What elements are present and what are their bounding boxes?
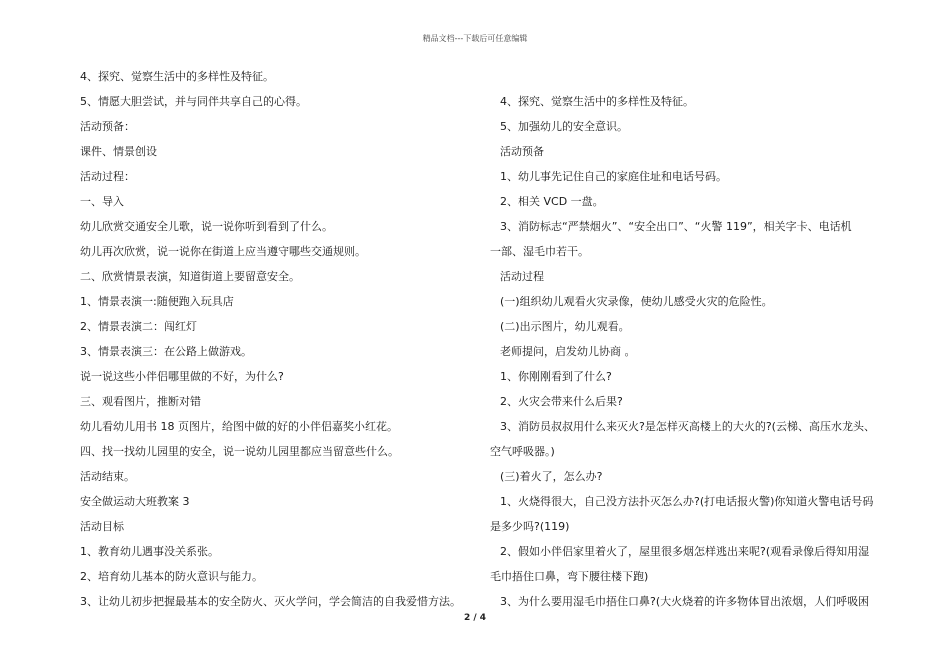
text-line: 活动预备 bbox=[500, 145, 544, 158]
text-line: 1、你刚刚看到了什么? bbox=[500, 370, 612, 383]
text-line: 空气呼吸器。) bbox=[490, 445, 555, 458]
text-line: 活动结束。 bbox=[80, 470, 135, 483]
text-line: 1、教育幼儿遇事没关系张。 bbox=[80, 545, 219, 558]
text-line: 三、观看图片，推断对错 bbox=[80, 395, 201, 408]
text-line: 5、情愿大胆尝试，并与同伴共享自己的心得。 bbox=[80, 95, 307, 108]
text-line: 活动目标 bbox=[80, 520, 124, 533]
text-line: 毛巾捂住口鼻，弯下腰往楼下跑) bbox=[490, 570, 649, 583]
text-line: 1、情景表演一:随便跑入玩具店 bbox=[80, 295, 234, 308]
text-line: 幼儿欣赏交通安全儿歌，说一说你听到看到了什么。 bbox=[80, 220, 333, 233]
text-line: 二、欣赏情景表演，知道街道上要留意安全。 bbox=[80, 270, 300, 283]
text-line: 5、加强幼儿的安全意识。 bbox=[500, 120, 628, 133]
text-line: 课件、情景创设 bbox=[80, 145, 157, 158]
text-line: 2、相关 VCD 一盘。 bbox=[500, 195, 604, 208]
text-line: 3、消防员叔叔用什么来灭火?是怎样灭高楼上的大火的?(云梯、高压水龙头、 bbox=[500, 420, 875, 433]
text-line: 说一说这些小伴侣哪里做的不好，为什么? bbox=[80, 370, 284, 383]
text-line: 活动过程 bbox=[500, 270, 544, 283]
page-header: 精品文档---下载后可任意编辑 bbox=[422, 34, 528, 43]
text-line: 3、情景表演三：在公路上做游戏。 bbox=[80, 345, 252, 358]
text-line: 4、探究、觉察生活中的多样性及特征。 bbox=[80, 70, 274, 83]
text-line: 3、让幼儿初步把握最基本的安全防火、灭火学问，学会简洁的自我爱惜方法。 bbox=[80, 595, 461, 608]
text-line: 3、消防标志“严禁烟火”、“安全出口”、“火警 119”，相关字卡、电话机 bbox=[500, 220, 852, 233]
text-line: 活动过程： bbox=[80, 170, 135, 183]
left-column bbox=[80, 64, 480, 614]
text-line: 1、幼儿事先记住自己的家庭住址和电话号码。 bbox=[500, 170, 727, 183]
text-line: 幼儿再次欣赏，说一说你在街道上应当遵守哪些交通规则。 bbox=[80, 245, 366, 258]
text-line: 2、培育幼儿基本的防火意识与能力。 bbox=[80, 570, 263, 583]
text-line: 安全做运动大班教案 3 bbox=[80, 495, 190, 508]
text-line: 2、假如小伴侣家里着火了，屋里很多烟怎样逃出来呢?(观看录像后得知用湿 bbox=[500, 545, 870, 558]
text-line: 老师提问，启发幼儿协商 。 bbox=[500, 345, 636, 358]
text-line: 3、为什么要用湿毛巾捂住口鼻?(大火烧着的许多物体冒出浓烟，人们呼吸困 bbox=[500, 595, 870, 608]
text-line: (二)出示图片，幼儿观看。 bbox=[500, 320, 630, 333]
text-line: 幼儿看幼儿用书 18 页图片，给图中做的好的小伴侣嘉奖小红花。 bbox=[80, 420, 398, 433]
text-line: 一、导入 bbox=[80, 195, 124, 208]
page-number: 2 / 4 bbox=[463, 613, 487, 623]
text-line: (一)组织幼儿观看火灾录像，使幼儿感受火灾的危险性。 bbox=[500, 295, 773, 308]
text-line: 2、情景表演二：闯红灯 bbox=[80, 320, 197, 333]
text-line: 活动预备： bbox=[80, 120, 135, 133]
text-line: 是多少吗?(119) bbox=[490, 520, 570, 533]
text-line: (三)着火了，怎么办? bbox=[500, 470, 603, 483]
text-line: 一部、湿毛巾若干。 bbox=[490, 245, 589, 258]
text-line: 1、火烧得很大，自己没方法扑灭怎么办?(打电话报火警)你知道火警电话号码 bbox=[500, 495, 874, 508]
text-line: 4、探究、觉察生活中的多样性及特征。 bbox=[500, 95, 694, 108]
text-line: 2、火灾会带来什么后果? bbox=[500, 395, 623, 408]
text-line: 四、找一找幼儿园里的安全，说一说幼儿园里都应当留意些什么。 bbox=[80, 445, 399, 458]
right-column bbox=[490, 89, 890, 614]
